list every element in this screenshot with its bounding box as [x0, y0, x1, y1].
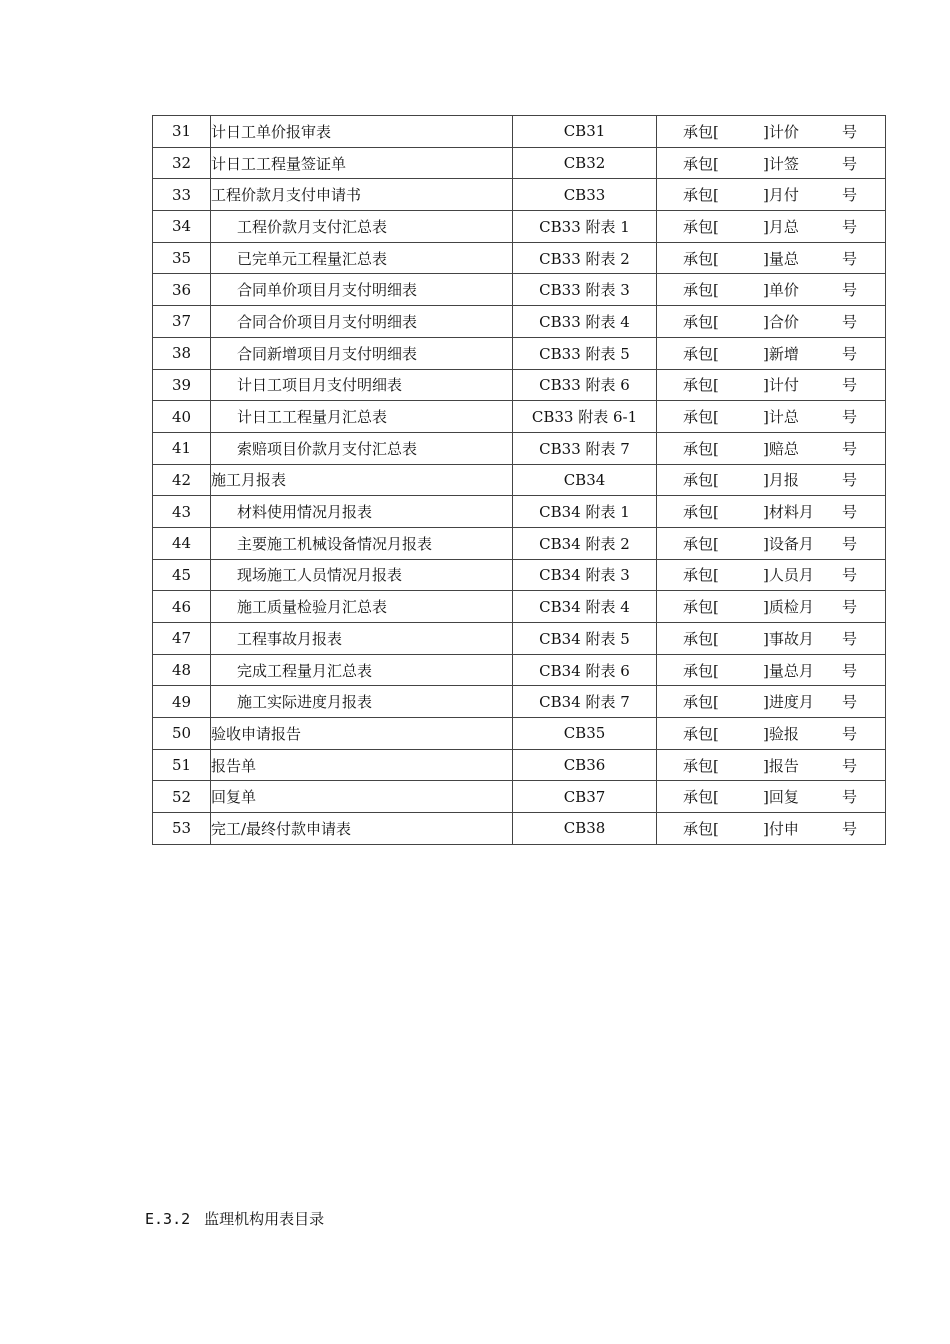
serial-abbreviation: ]合价 [763, 312, 799, 331]
table-row [153, 306, 886, 338]
form-name: 工程价款月支付申请书 [211, 179, 513, 211]
serial-prefix: 承包[ [683, 186, 719, 205]
row-number: 41 [153, 432, 211, 464]
serial-format-wrap [657, 406, 885, 427]
form-serial-format [657, 242, 886, 274]
row-number: 39 [153, 369, 211, 401]
form-serial-format [657, 686, 886, 718]
form-serial-format [657, 781, 886, 813]
form-code: CB34 附表 7 [513, 686, 657, 718]
serial-format-wrap [657, 438, 885, 459]
form-serial-format [657, 179, 886, 211]
form-name: 已完单元工程量汇总表 [211, 242, 513, 274]
form-name: 材料使用情况月报表 [211, 496, 513, 528]
form-serial-format [657, 591, 886, 623]
serial-prefix: 承包[ [683, 122, 719, 141]
serial-prefix: 承包[ [683, 756, 719, 775]
serial-format-wrap [657, 279, 885, 300]
section-title: 监理机构用表目录 [204, 1210, 325, 1228]
serial-abbreviation: ]赔总 [763, 439, 799, 458]
form-catalog-body [153, 116, 886, 845]
serial-abbreviation: ]计签 [763, 154, 799, 173]
serial-format-wrap [657, 184, 885, 205]
form-name: 施工月报表 [211, 464, 513, 496]
serial-suffix: 号 [841, 312, 857, 331]
row-number: 32 [153, 147, 211, 179]
table-row [153, 242, 886, 274]
serial-format-wrap [657, 596, 885, 617]
serial-abbreviation: ]新增 [763, 344, 799, 363]
table-row [153, 591, 886, 623]
row-number: 51 [153, 749, 211, 781]
form-code: CB34 [513, 464, 657, 496]
form-name: 完工/最终付款申请表 [211, 813, 513, 845]
serial-suffix: 号 [841, 122, 857, 141]
row-number: 37 [153, 306, 211, 338]
form-name: 回复单 [211, 781, 513, 813]
table-row [153, 496, 886, 528]
serial-format-wrap [657, 723, 885, 744]
serial-abbreviation: ]量总 [763, 249, 799, 268]
form-serial-format [657, 211, 886, 243]
form-catalog-table [152, 115, 886, 845]
serial-prefix: 承包[ [683, 788, 719, 807]
serial-format-wrap [657, 501, 885, 522]
form-name: 合同单价项目月支付明细表 [211, 274, 513, 306]
form-code: CB34 附表 1 [513, 496, 657, 528]
serial-format-wrap [657, 786, 885, 807]
form-code: CB38 [513, 813, 657, 845]
serial-prefix: 承包[ [683, 439, 719, 458]
form-code: CB37 [513, 781, 657, 813]
form-name: 施工实际进度月报表 [211, 686, 513, 718]
form-code: CB33 附表 6 [513, 369, 657, 401]
row-number: 45 [153, 559, 211, 591]
form-serial-format [657, 718, 886, 750]
serial-format-wrap [657, 755, 885, 776]
row-number: 34 [153, 211, 211, 243]
form-code: CB33 [513, 179, 657, 211]
serial-suffix: 号 [841, 217, 857, 236]
table-row [153, 781, 886, 813]
serial-format-wrap [657, 374, 885, 395]
serial-suffix: 号 [841, 724, 857, 743]
serial-suffix: 号 [841, 344, 857, 363]
serial-abbreviation: ]质检月 [763, 598, 814, 617]
row-number: 52 [153, 781, 211, 813]
form-name: 计日工项目月支付明细表 [211, 369, 513, 401]
table-row [153, 718, 886, 750]
serial-suffix: 号 [841, 788, 857, 807]
form-serial-format [657, 749, 886, 781]
table-row [153, 401, 886, 433]
serial-abbreviation: ]量总月 [763, 661, 814, 680]
serial-prefix: 承包[ [683, 408, 719, 427]
serial-abbreviation: ]回复 [763, 788, 799, 807]
serial-abbreviation: ]付申 [763, 819, 799, 838]
row-number: 36 [153, 274, 211, 306]
form-code: CB33 附表 5 [513, 337, 657, 369]
row-number: 35 [153, 242, 211, 274]
row-number: 46 [153, 591, 211, 623]
serial-prefix: 承包[ [683, 217, 719, 236]
table-row [153, 559, 886, 591]
form-serial-format [657, 464, 886, 496]
section-number: E.3.2 [145, 1210, 191, 1228]
serial-abbreviation: ]计总 [763, 408, 799, 427]
serial-format-wrap [657, 818, 885, 839]
form-code: CB34 附表 3 [513, 559, 657, 591]
form-code: CB34 附表 5 [513, 623, 657, 655]
table-row [153, 686, 886, 718]
form-serial-format [657, 306, 886, 338]
serial-prefix: 承包[ [683, 724, 719, 743]
table-row [153, 211, 886, 243]
row-number: 53 [153, 813, 211, 845]
table-row [153, 464, 886, 496]
form-code: CB34 附表 2 [513, 527, 657, 559]
serial-suffix: 号 [841, 154, 857, 173]
serial-suffix: 号 [841, 661, 857, 680]
serial-format-wrap [657, 660, 885, 681]
serial-suffix: 号 [841, 408, 857, 427]
form-name: 合同新增项目月支付明细表 [211, 337, 513, 369]
serial-abbreviation: ]设备月 [763, 534, 814, 553]
row-number: 44 [153, 527, 211, 559]
row-number: 38 [153, 337, 211, 369]
serial-abbreviation: ]计价 [763, 122, 799, 141]
form-serial-format [657, 369, 886, 401]
form-name: 索赔项目价款月支付汇总表 [211, 432, 513, 464]
form-code: CB33 附表 3 [513, 274, 657, 306]
serial-suffix: 号 [841, 249, 857, 268]
serial-suffix: 号 [841, 629, 857, 648]
form-code: CB33 附表 7 [513, 432, 657, 464]
serial-format-wrap [657, 343, 885, 364]
table-row [153, 654, 886, 686]
form-name: 验收申请报告 [211, 718, 513, 750]
serial-prefix: 承包[ [683, 629, 719, 648]
form-name: 计日工工程量月汇总表 [211, 401, 513, 433]
table-row [153, 527, 886, 559]
serial-abbreviation: ]材料月 [763, 503, 814, 522]
form-code: CB31 [513, 116, 657, 148]
form-serial-format [657, 527, 886, 559]
form-serial-format [657, 559, 886, 591]
serial-suffix: 号 [841, 598, 857, 617]
serial-prefix: 承包[ [683, 693, 719, 712]
serial-suffix: 号 [841, 819, 857, 838]
serial-abbreviation: ]单价 [763, 281, 799, 300]
serial-format-wrap [657, 628, 885, 649]
form-serial-format [657, 623, 886, 655]
serial-abbreviation: ]计付 [763, 376, 799, 395]
row-number: 40 [153, 401, 211, 433]
form-name: 现场施工人员情况月报表 [211, 559, 513, 591]
serial-suffix: 号 [841, 534, 857, 553]
serial-prefix: 承包[ [683, 312, 719, 331]
form-serial-format [657, 116, 886, 148]
form-name: 合同合价项目月支付明细表 [211, 306, 513, 338]
serial-suffix: 号 [841, 566, 857, 585]
row-number: 47 [153, 623, 211, 655]
serial-suffix: 号 [841, 376, 857, 395]
serial-abbreviation: ]事故月 [763, 629, 814, 648]
serial-abbreviation: ]人员月 [763, 566, 814, 585]
form-name: 计日工单价报审表 [211, 116, 513, 148]
table-row [153, 813, 886, 845]
table-row [153, 337, 886, 369]
form-serial-format [657, 654, 886, 686]
form-serial-format [657, 432, 886, 464]
row-number: 50 [153, 718, 211, 750]
serial-prefix: 承包[ [683, 503, 719, 522]
form-name: 施工质量检验月汇总表 [211, 591, 513, 623]
serial-prefix: 承包[ [683, 566, 719, 585]
serial-format-wrap [657, 533, 885, 554]
form-name: 计日工工程量签证单 [211, 147, 513, 179]
serial-format-wrap [657, 469, 885, 490]
row-number: 48 [153, 654, 211, 686]
form-name: 报告单 [211, 749, 513, 781]
serial-suffix: 号 [841, 503, 857, 522]
form-code: CB33 附表 4 [513, 306, 657, 338]
table-row [153, 369, 886, 401]
serial-abbreviation: ]报告 [763, 756, 799, 775]
serial-abbreviation: ]月付 [763, 186, 799, 205]
serial-format-wrap [657, 121, 885, 142]
row-number: 43 [153, 496, 211, 528]
form-code: CB33 附表 1 [513, 211, 657, 243]
serial-format-wrap [657, 153, 885, 174]
form-code: CB33 附表 6-1 [513, 401, 657, 433]
serial-abbreviation: ]月总 [763, 217, 799, 236]
serial-abbreviation: ]验报 [763, 724, 799, 743]
form-serial-format [657, 337, 886, 369]
serial-prefix: 承包[ [683, 471, 719, 490]
form-code: CB34 附表 4 [513, 591, 657, 623]
form-code: CB33 附表 2 [513, 242, 657, 274]
serial-suffix: 号 [841, 693, 857, 712]
table-row [153, 432, 886, 464]
form-name: 工程事故月报表 [211, 623, 513, 655]
serial-prefix: 承包[ [683, 344, 719, 363]
row-number: 31 [153, 116, 211, 148]
serial-suffix: 号 [841, 439, 857, 458]
serial-abbreviation: ]进度月 [763, 693, 814, 712]
section-heading [145, 1208, 324, 1229]
form-code: CB35 [513, 718, 657, 750]
table-row [153, 623, 886, 655]
serial-prefix: 承包[ [683, 281, 719, 300]
form-serial-format [657, 147, 886, 179]
row-number: 49 [153, 686, 211, 718]
serial-format-wrap [657, 216, 885, 237]
table-row [153, 749, 886, 781]
form-serial-format [657, 813, 886, 845]
table-row [153, 147, 886, 179]
serial-prefix: 承包[ [683, 249, 719, 268]
form-name: 主要施工机械设备情况月报表 [211, 527, 513, 559]
serial-prefix: 承包[ [683, 819, 719, 838]
table-row [153, 274, 886, 306]
form-name: 工程价款月支付汇总表 [211, 211, 513, 243]
form-code: CB36 [513, 749, 657, 781]
row-number: 42 [153, 464, 211, 496]
form-code: CB32 [513, 147, 657, 179]
row-number: 33 [153, 179, 211, 211]
serial-suffix: 号 [841, 186, 857, 205]
serial-prefix: 承包[ [683, 598, 719, 617]
table-row [153, 179, 886, 211]
serial-prefix: 承包[ [683, 661, 719, 680]
serial-suffix: 号 [841, 471, 857, 490]
serial-prefix: 承包[ [683, 534, 719, 553]
serial-prefix: 承包[ [683, 154, 719, 173]
form-serial-format [657, 401, 886, 433]
serial-format-wrap [657, 311, 885, 332]
serial-format-wrap [657, 248, 885, 269]
form-serial-format [657, 496, 886, 528]
serial-format-wrap [657, 691, 885, 712]
form-name: 完成工程量月汇总表 [211, 654, 513, 686]
form-code: CB34 附表 6 [513, 654, 657, 686]
serial-suffix: 号 [841, 756, 857, 775]
serial-suffix: 号 [841, 281, 857, 300]
serial-format-wrap [657, 564, 885, 585]
form-serial-format [657, 274, 886, 306]
serial-prefix: 承包[ [683, 376, 719, 395]
table-row [153, 116, 886, 148]
serial-abbreviation: ]月报 [763, 471, 799, 490]
